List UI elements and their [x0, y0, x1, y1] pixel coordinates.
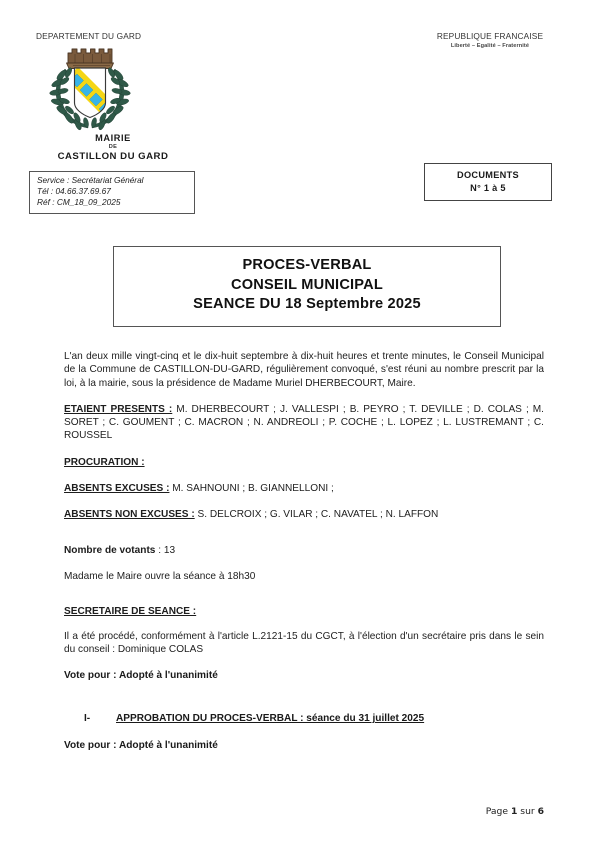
footer-total-pages: 6: [537, 806, 544, 817]
absent-unexcused-label: ABSENTS NON EXCUSES :: [64, 509, 195, 521]
title-line-1: PROCES-VERBAL: [242, 257, 372, 273]
mairie-line-3: CASTILLON DU GARD: [57, 151, 169, 162]
mairie-line-1: MAIRIE: [95, 133, 131, 143]
agenda-item-1-title: APPROBATION DU PROCES-VERBAL : séance du 31 juillet 2025: [116, 713, 425, 725]
document-title-box: [113, 246, 501, 327]
secretary-heading: [64, 605, 544, 618]
proxies-label: PROCURATION :: [64, 456, 145, 468]
vote-result-secretary: Vote pour : Adopté à l'unanimité: [64, 670, 218, 682]
service-reference: Réf : CM_18_09_2025: [37, 197, 121, 208]
footer-current-page: 1: [510, 806, 518, 817]
page-footer: [0, 806, 544, 817]
spacer: [64, 726, 544, 739]
secretary-label: SECRETAIRE DE SEANCE :: [64, 606, 197, 618]
republic-header: [395, 31, 585, 49]
title-line-2: CONSEIL MUNICIPAL: [230, 276, 384, 293]
republic-motto: Liberté – Egalité – Fraternité: [450, 43, 530, 49]
documents-box: [424, 163, 552, 201]
proxies: [64, 456, 544, 469]
attendees-present: [64, 403, 544, 443]
absent-excused: [64, 482, 544, 495]
footer-middle: sur: [517, 806, 538, 817]
absent-excused-label: ABSENTS EXCUSES :: [64, 483, 170, 495]
attendees-present-value: M. DHERBECOURT ; J. VALLESPI ; B. PEYRO ; T. DEVILLE ; D. COLAS ; M. SORET ; C. GOUMENT ; C. MACRON ; N. ANDREOLI ; P. COCHE ; L. LOPEZ ; L. LUSTREMANT ; C. ROUSSEL: [64, 403, 544, 442]
documents-range: N° 1 à 5: [470, 182, 506, 193]
documents-label: DOCUMENTS: [457, 170, 519, 180]
session-opening-time: Madame le Maire ouvre la séance à 18h30: [64, 570, 256, 582]
service-phone: Tél : 04.66.37.69.67: [37, 186, 111, 197]
spacer: [64, 682, 544, 712]
republic-title: REPUBLIQUE FRANCAISE: [436, 31, 544, 41]
footer-prefix: Page: [485, 806, 511, 817]
spacer: [64, 596, 544, 605]
agenda-item-1-number: I-: [84, 713, 91, 725]
service-info-box: [29, 171, 195, 214]
voter-count-value: : 13: [155, 544, 176, 556]
department-label: DEPARTEMENT DU GARD: [36, 31, 142, 41]
document-body: [64, 350, 544, 752]
service-name: Service : Secrétariat Général: [37, 175, 144, 185]
coat-of-arms-icon: [44, 41, 136, 133]
absent-unexcused-value: S. DELCROIX ; G. VILAR ; C. NAVATEL ; N. LAFFON: [194, 509, 439, 521]
absent-excused-value: M. SAHNOUNI ; B. GIANNELLONI ;: [169, 483, 334, 495]
vote-result-agenda-1: Vote pour : Adopté à l'unanimité: [64, 739, 218, 751]
secretary-paragraph: Il a été procédé, conformément à l'article L.2121-15 du CGCT, à l'élection d'un secrétaire pris dans le sein du conseil : Dominique COLAS: [64, 630, 544, 655]
voter-count: [64, 544, 544, 557]
agenda-item-1: [64, 712, 544, 725]
attendees-present-label: ETAIENT PRESENTS :: [64, 403, 173, 415]
title-line-3: SEANCE DU 18 Septembre 2025: [193, 296, 421, 312]
voter-count-label: Nombre de votants: [64, 544, 156, 556]
mairie-heading: [18, 133, 208, 162]
spacer: [64, 535, 544, 544]
absent-unexcused: [64, 508, 544, 521]
opening-paragraph: L'an deux mille vingt-cinq et le dix-huit septembre à dix-huit heures et trente minutes, le Conseil Municipal de la Commune de CASTILLON-DU-GARD, régulièrement convoqué, s'est réuni au nombre prescrit par la loi, à la mairie, sous la présidence de Madame Muriel DHERBECOURT, Maire.: [64, 351, 544, 389]
mairie-line-2: DE: [108, 144, 118, 150]
